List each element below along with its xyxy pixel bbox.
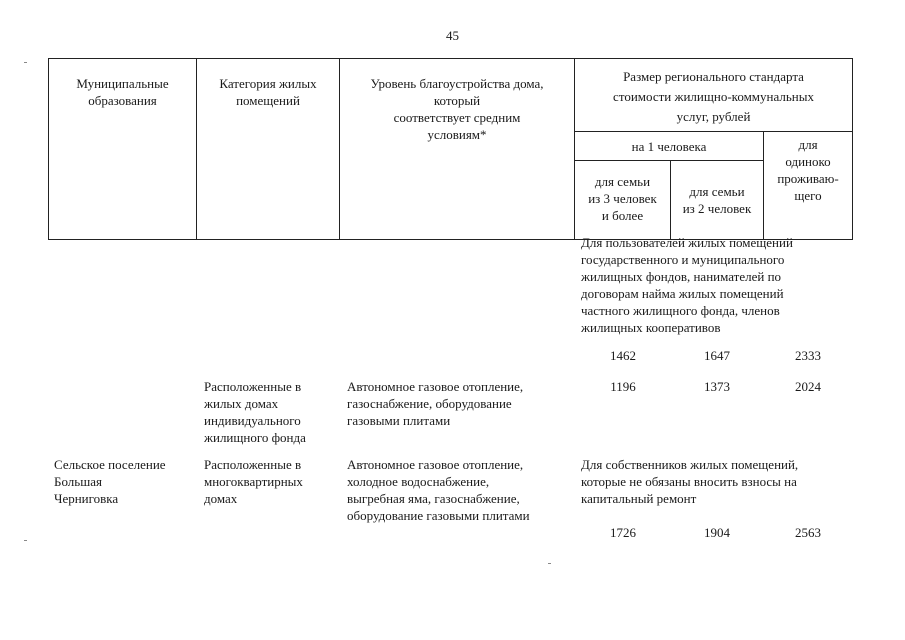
table-header bbox=[48, 58, 853, 240]
value-family-3: 1462 bbox=[610, 348, 636, 363]
group-note-owners: Для собственников жилых помещений, которые не обязаны вносить взносы на капитальный ремонт bbox=[581, 457, 799, 506]
header-single-resident: для одиноко проживаю- щего bbox=[764, 132, 853, 240]
value-family-3: 1726 bbox=[610, 525, 636, 540]
scan-speck bbox=[24, 540, 27, 541]
improvement-row-3: Автономное газовое отопление, холодное водоснабжение, выгребная яма, газоснабжение, оборудование газовыми плитами bbox=[347, 457, 530, 523]
category-apartment-buildings: Расположенные в многоквартирных домах bbox=[204, 457, 303, 506]
improvement-row-2: Автономное газовое отопление, газоснабжение, оборудование газовыми плитами bbox=[347, 379, 524, 428]
header-municipality: Муниципальные образования bbox=[49, 59, 197, 240]
header-improvement: Уровень благоустройства дома, который соответствует средним условиям* bbox=[340, 59, 575, 240]
value-family-3: 1196 bbox=[610, 379, 636, 394]
header-category: Категория жилых помещений bbox=[197, 59, 340, 240]
scan-speck bbox=[24, 62, 27, 63]
header-per-person: на 1 человека bbox=[575, 132, 764, 161]
value-single: 2563 bbox=[795, 525, 821, 540]
header-family-3: для семьи из 3 человек и более bbox=[575, 161, 671, 240]
value-single: 2333 bbox=[795, 348, 821, 363]
group-note-users: Для пользователей жилых помещений государственного и муниципального жилищных фондов, нанимателей по договорам найма жилых помещений частного жилищного фонда, членов жилищных кооперативов bbox=[581, 235, 793, 335]
header-standard-title: Размер регионального стандарта стоимости жилищно-коммунальных услуг, рублей bbox=[575, 59, 853, 132]
value-family-2: 1373 bbox=[704, 379, 730, 394]
municipality-bolshaya-chernigovka: Сельское поселение Большая Черниговка bbox=[54, 457, 166, 506]
value-family-2: 1904 bbox=[704, 525, 730, 540]
value-family-2: 1647 bbox=[704, 348, 730, 363]
scan-speck bbox=[548, 563, 551, 564]
header-family-2: для семьи из 2 человек bbox=[671, 161, 764, 240]
page-number: 45 bbox=[446, 28, 459, 43]
category-individual-housing: Расположенные в жилых домах индивидуального жилищного фонда bbox=[204, 379, 306, 445]
value-single: 2024 bbox=[795, 379, 821, 394]
